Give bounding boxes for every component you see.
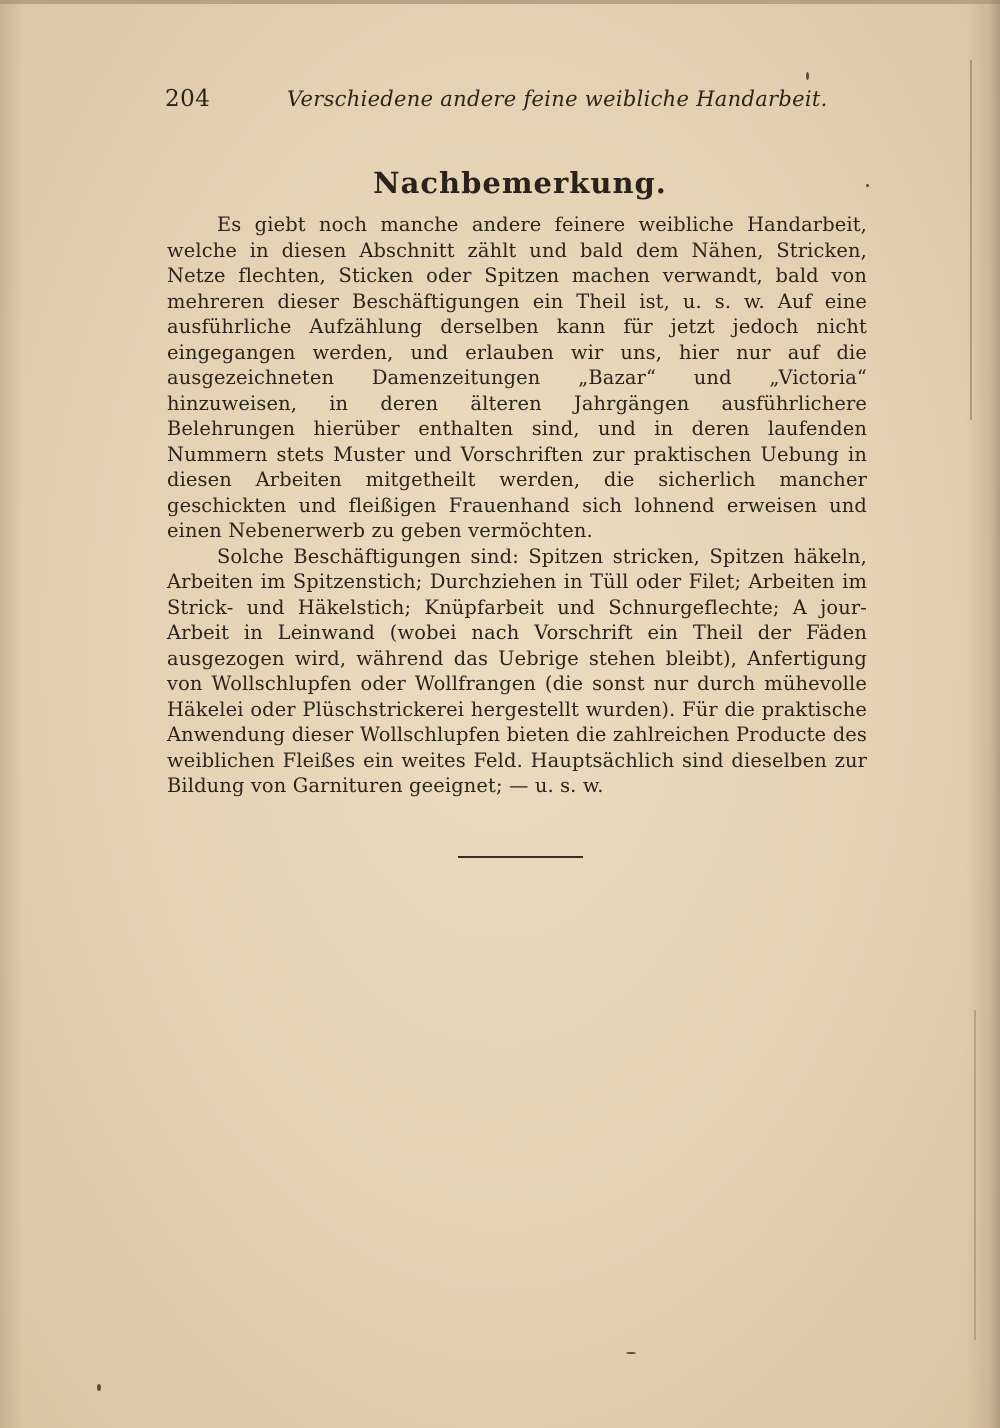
paper-speck <box>97 1384 101 1391</box>
page-number: 204 <box>165 86 211 112</box>
page-top-edge <box>0 0 1000 4</box>
binding-line-lower <box>974 1010 976 1340</box>
section-heading: Nachbemerkung. <box>373 166 667 200</box>
paper-speck <box>866 184 869 187</box>
paper-speck <box>806 72 809 80</box>
paragraph-2: Solche Beschäftigungen sind: Spitzen stricken, Spitzen häkeln, Arbeiten im Spitzenstich; Durchziehen in Tüll oder Filet; Arbeiten im Strick- und Häkelstich; Knüpfarbeit und Schnurgeflechte; A jour-Arbeit in Leinwand (wobei nach Vorschrift ein Theil der Fäden ausgezogen wird, während das Uebrige stehen bleibt), Anfertigung von Wollschlupfen oder Wollfrangen (die sonst nur durch mühevolle Häkelei oder Plüschstrickerei hergestellt wurden). Für die praktische Anwendung dieser Wollschlupfen bieten die zahlreichen Producte des weiblichen Fleißes ein weites Feld. Hauptsächlich sind dieselben zur Bildung von Garnituren geeignet; — u. s. w. <box>167 544 867 797</box>
end-rule <box>458 856 583 858</box>
running-head <box>165 86 865 116</box>
body-text <box>167 212 867 799</box>
page-left-shadow <box>0 0 22 1428</box>
binding-line-upper <box>970 60 972 420</box>
running-title: Verschiedene andere feine weibliche Handarbeit. <box>287 87 828 111</box>
paragraph-1: Es giebt noch manche andere feinere weibliche Handarbeit, welche in diesen Abschnitt zählt und bald dem Nähen, Stricken, Netze flechten, Sticken oder Spitzen machen verwandt, bald von mehreren dieser Beschäftigungen ein Theil ist, u. s. w. Auf eine ausführliche Aufzählung derselben kann für jetzt jedoch nicht eingegangen werden, und erlauben wir uns, hier nur auf die ausgezeichneten Damenzeitungen „Bazar“ und „Victoria“ hinzuweisen, in deren älteren Jahrgängen ausführlichere Belehrungen hierüber enthalten sind, und in deren laufenden Nummern stets Muster und Vorschriften zur praktischen Uebung in diesen Arbeiten mitgetheilt werden, die sicherlich mancher geschickten und fleißigen Frauenhand sich lohnend erweisen und einen Nebenerwerb zu geben vermöchten. <box>167 213 867 542</box>
paper-speck <box>626 1352 636 1354</box>
